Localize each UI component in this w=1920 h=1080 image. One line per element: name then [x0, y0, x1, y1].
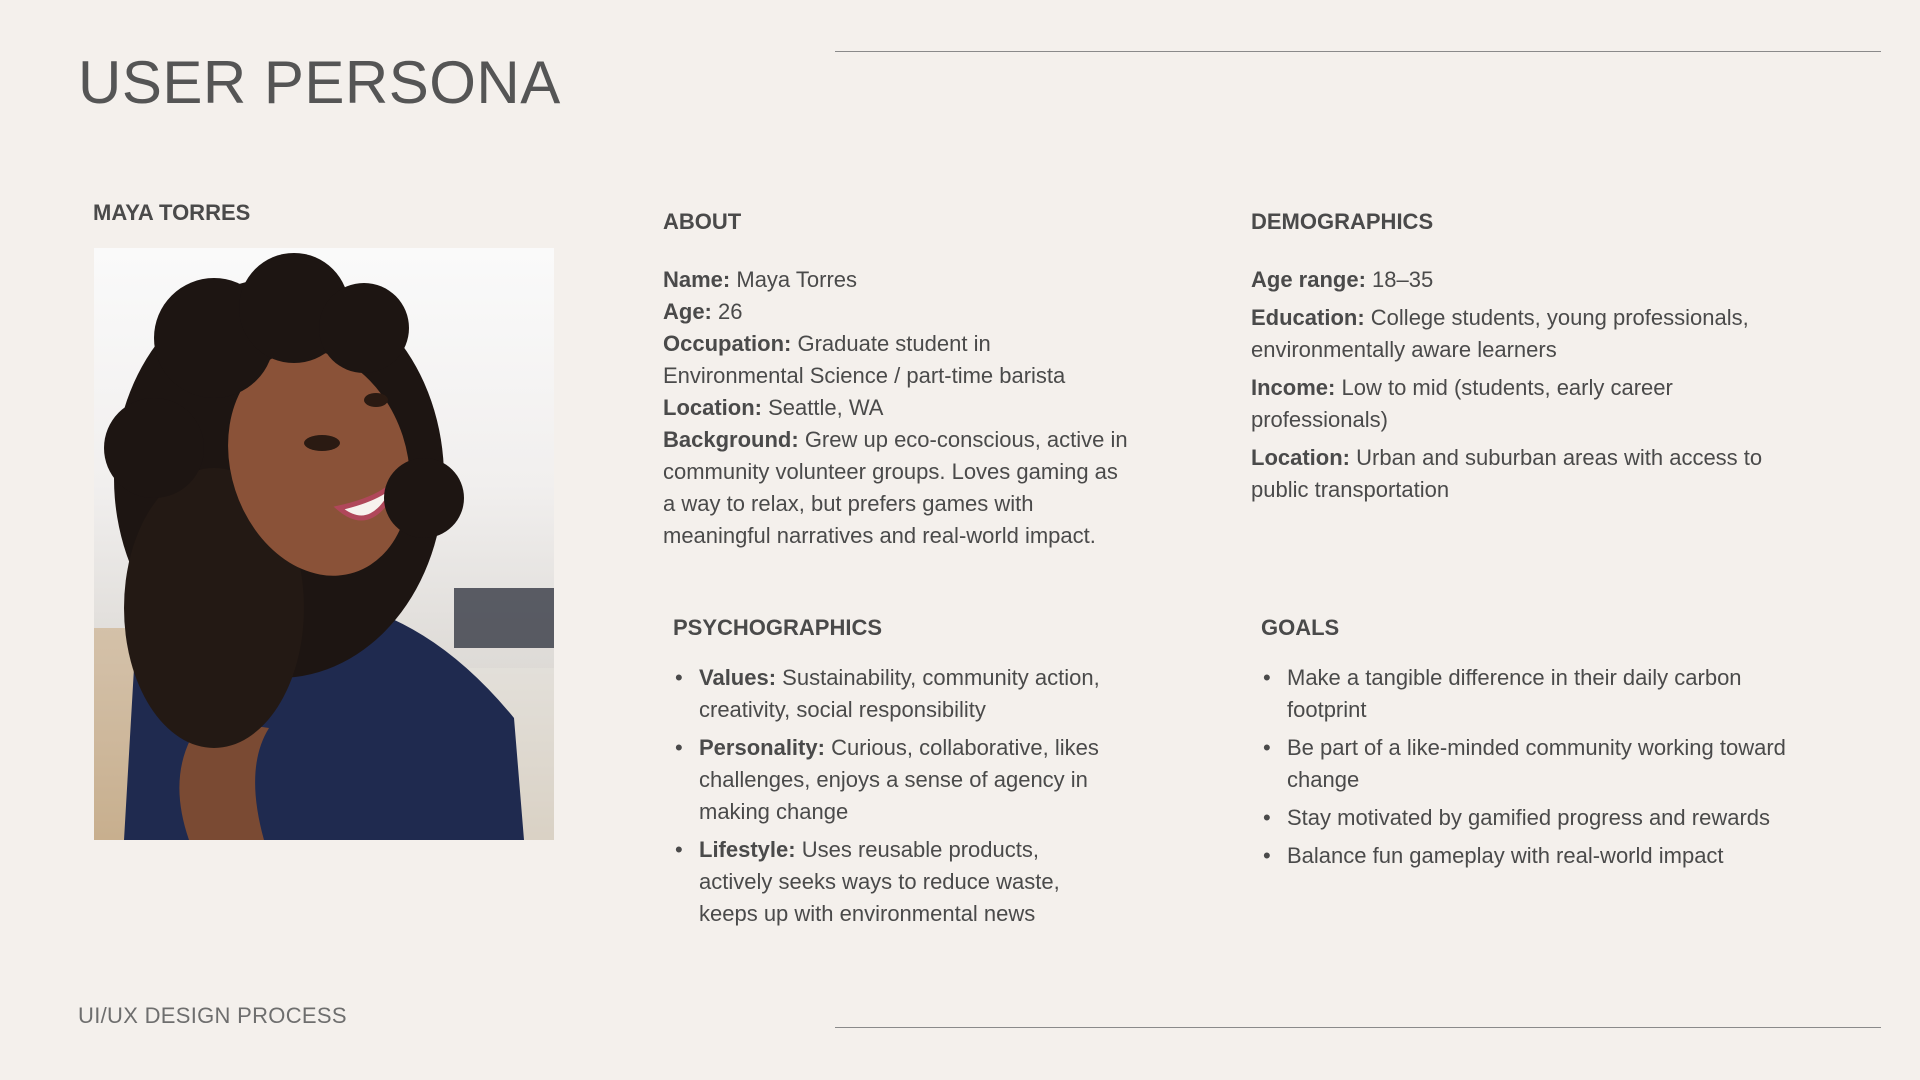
field-label: Education:	[1251, 305, 1365, 330]
demographics-income	[1251, 372, 1811, 436]
eye-right	[364, 393, 388, 407]
field-value: 18–35	[1372, 267, 1434, 292]
persona-photo	[94, 248, 554, 840]
list-item: • Balance fun gameplay with real-world impact	[1261, 840, 1801, 872]
demographics-age-range	[1251, 264, 1811, 296]
item-value: Sustainability, community action, creativity, social responsibility	[699, 665, 1100, 722]
item-label: Lifestyle:	[699, 837, 796, 862]
demographics-heading: DEMOGRAPHICS	[1251, 209, 1434, 234]
field-value: Seattle, WA	[768, 395, 884, 420]
field-value: Urban and suburban areas with access to public transportation	[1251, 445, 1763, 502]
list-item: • Make a tangible difference in their daily carbon footprint	[1261, 662, 1801, 726]
goals-section	[1261, 662, 1801, 878]
item-label: Values:	[699, 665, 777, 690]
about-age	[663, 296, 1133, 328]
background-monitor	[454, 588, 554, 648]
item-label: Personality:	[699, 735, 825, 760]
footer-label: UI/UX DESIGN PROCESS	[78, 1003, 347, 1028]
field-label: Age range:	[1251, 267, 1366, 292]
field-value: Maya Torres	[736, 267, 858, 292]
item-value: Curious, collaborative, likes challenges, enjoys a sense of agency in making change	[699, 735, 1099, 824]
field-value: Graduate student in Environmental Science / part-time barista	[663, 331, 1066, 388]
about-location	[663, 392, 1133, 424]
item-value: Uses reusable products, actively seeks ways to reduce waste, keeps up with environmental news	[699, 837, 1060, 926]
about-heading: ABOUT	[663, 209, 742, 234]
bottom-divider	[835, 1027, 1881, 1028]
demographics-section	[1251, 264, 1811, 512]
persona-name: MAYA TORRES	[93, 200, 251, 225]
list-item: • Stay motivated by gamified progress and rewards	[1261, 802, 1801, 834]
hair-curl	[104, 398, 204, 498]
about-name	[663, 264, 1133, 296]
hair-curl	[319, 283, 409, 373]
persona-portrait-illustration	[94, 248, 554, 840]
demographics-education	[1251, 302, 1811, 366]
list-item	[673, 732, 1113, 828]
field-label: Background:	[663, 427, 799, 452]
field-label: Location:	[1251, 445, 1350, 470]
field-value: 26	[718, 299, 743, 324]
about-section	[663, 264, 1133, 552]
page-title: USER PERSONA	[78, 49, 561, 116]
list-item	[673, 662, 1113, 726]
field-value: Low to mid (students, early career professionals)	[1251, 375, 1673, 432]
field-label: Income:	[1251, 375, 1336, 400]
about-background	[663, 424, 1133, 552]
field-label: Name:	[663, 267, 731, 292]
eye	[304, 435, 340, 451]
field-label: Age:	[663, 299, 712, 324]
goals-heading: GOALS	[1261, 615, 1340, 640]
top-divider	[835, 51, 1881, 52]
field-value: Grew up eco-conscious, active in community volunteer groups. Loves gaming as a way to relax, but prefers games with meaningful narratives and real-world impact.	[663, 427, 1128, 548]
about-occupation	[663, 328, 1133, 392]
psychographics-section	[673, 662, 1113, 936]
field-label: Occupation:	[663, 331, 792, 356]
hair-curl	[384, 458, 464, 538]
demographics-location	[1251, 442, 1811, 506]
list-item	[673, 834, 1113, 930]
field-value: College students, young professionals, environmentally aware learners	[1251, 305, 1749, 362]
psychographics-heading: PSYCHOGRAPHICS	[673, 615, 883, 640]
list-item: • Be part of a like-minded community working toward change	[1261, 732, 1801, 796]
field-label: Location:	[663, 395, 762, 420]
